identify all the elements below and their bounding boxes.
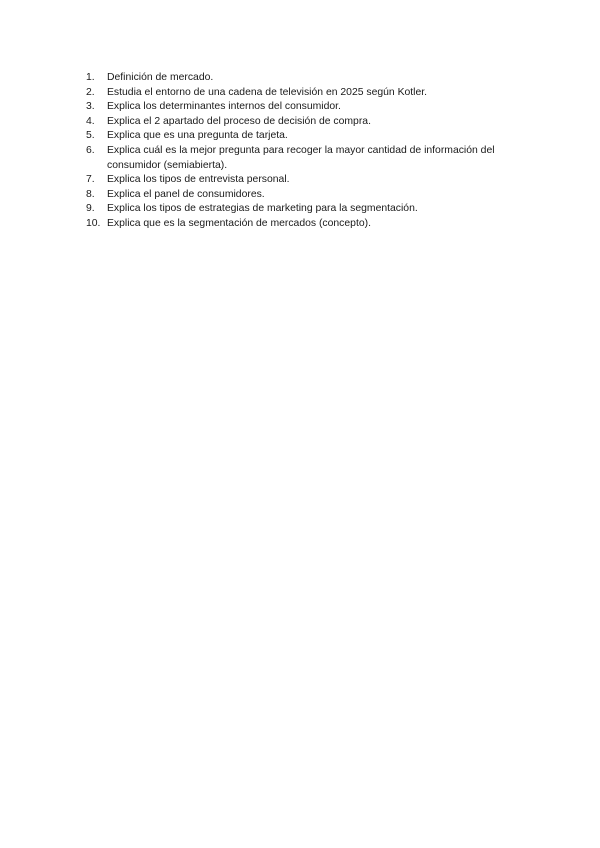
item-number: 4. bbox=[86, 115, 95, 127]
item-text: Definición de mercado. bbox=[107, 72, 214, 83]
list-item bbox=[86, 129, 536, 144]
item-number: 3. bbox=[86, 101, 95, 113]
list-item bbox=[86, 173, 536, 188]
item-text: Explica el panel de consumidores. bbox=[107, 188, 265, 200]
item-number: 8. bbox=[86, 188, 95, 200]
item-text: Explica el 2 apartado del proceso de decisión de compra. bbox=[107, 115, 371, 127]
item-number: 2. bbox=[86, 86, 95, 98]
list-item bbox=[86, 202, 536, 217]
question-list bbox=[86, 71, 536, 232]
list-item bbox=[86, 115, 536, 130]
item-text: Estudia el entorno de una cadena de televisión en 2025 según Kotler. bbox=[107, 86, 428, 98]
item-number: 10. bbox=[86, 217, 101, 229]
item-text: Explica cuál es la mejor pregunta para recoger la mayor cantidad de información del consumidor (semiabierta). bbox=[107, 144, 495, 171]
list-item bbox=[86, 217, 536, 232]
item-number: 5. bbox=[86, 130, 95, 142]
list-item bbox=[86, 86, 536, 101]
list-item bbox=[86, 100, 536, 115]
item-number: 6. bbox=[86, 144, 95, 156]
item-number: 7. bbox=[86, 174, 95, 186]
item-text: Explica los tipos de estrategias de marketing para la segmentación. bbox=[107, 203, 418, 215]
list-item bbox=[86, 71, 536, 86]
item-text: Explica que es una pregunta de tarjeta. bbox=[107, 130, 288, 142]
list-item bbox=[86, 144, 536, 173]
item-text: Explica los tipos de entrevista personal. bbox=[107, 174, 290, 186]
list-item bbox=[86, 188, 536, 203]
item-number: 1. bbox=[86, 72, 95, 83]
item-text: Explica que es la segmentación de mercados (concepto). bbox=[107, 217, 371, 229]
item-number: 9. bbox=[86, 203, 95, 215]
item-text: Explica los determinantes internos del consumidor. bbox=[107, 101, 341, 113]
